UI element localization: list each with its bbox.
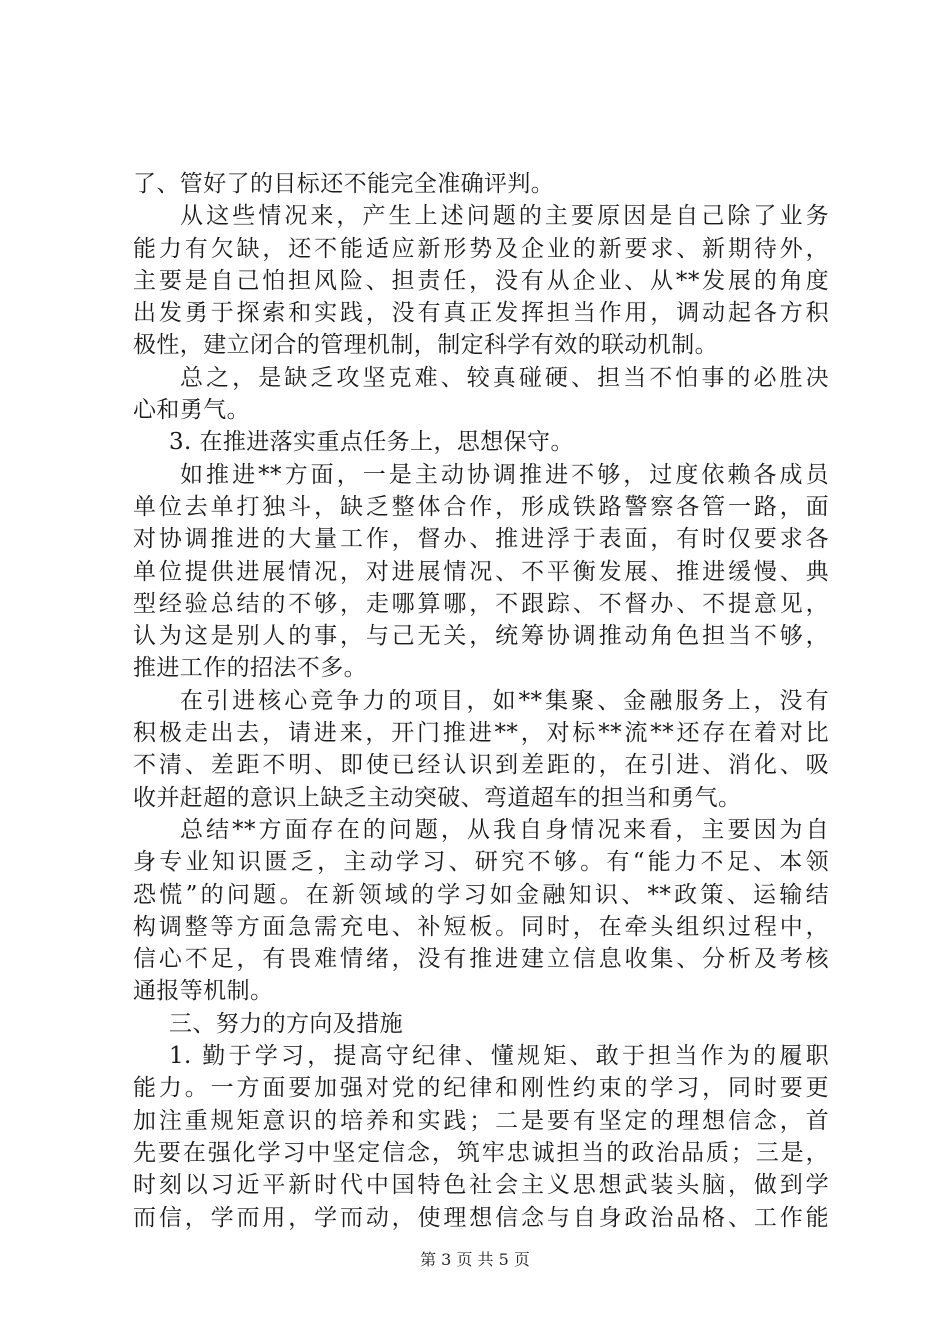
text-line: 时刻以习近平新时代中国特色社会主义思想武装头脑，做到学 <box>133 1172 829 1199</box>
text-line: 而信，学而用，学而动，使理想信念与自身政治品格、工作能 <box>133 1204 829 1231</box>
text-line: 先要在强化学习中坚定信念，筑牢忠诚担当的政治品质；三是， <box>133 1139 829 1166</box>
text-line: 型经验总结的不够，走哪算哪，不跟踪、不督办、不提意见， <box>133 590 829 617</box>
text-line: 单位去单打独斗，缺乏整体合作，形成铁路警察各管一路，面 <box>133 493 829 520</box>
text-line: 认为这是别人的事，与己无关，统筹协调推动角色担当不够， <box>133 623 829 650</box>
text-line: 能力有欠缺，还不能适应新形势及企业的新要求、新期待外， <box>133 235 829 262</box>
text-line: 收并赶超的意识上缺乏主动突破、弯道超车的担当和勇气。 <box>133 784 742 811</box>
text-line: 不清、差距不明、即使已经认识到差距的，在引进、消化、吸 <box>133 752 829 779</box>
text-line: 极性，建立闭合的管理机制，制定科学有效的联动机制。 <box>133 332 718 359</box>
document-body <box>133 168 829 1234</box>
text-line: 出发勇于探索和实践，没有真正发挥担当作用，调动起各方积 <box>133 300 829 327</box>
text-line: 心和勇气。 <box>133 397 250 424</box>
text-line: 恐慌”的问题。在新领域的学习如金融知识、**政策、运输结 <box>133 881 829 908</box>
section-heading: 三、努力的方向及措施 <box>169 1010 403 1037</box>
text-line: 加注重规矩意识的培养和实践；二是要有坚定的理想信念，首 <box>133 1107 829 1134</box>
text-line: 主要是自己怕担风险、担责任，没有从企业、从**发展的角度 <box>133 267 829 294</box>
text-line: 在引进核心竞争力的项目，如**集聚、金融服务上，没有 <box>180 687 829 714</box>
text-line: 对协调推进的大量工作，督办、推进浮于表面，有时仅要求各 <box>133 526 829 553</box>
text-line: 3. 在推进落实重点任务上，思想保守。 <box>169 429 574 456</box>
text-line: 了、管好了的目标还不能完全准确评判。 <box>133 171 555 197</box>
text-line: 1. 勤于学习，提高守纪律、懂规矩、敢于担当作为的履职 <box>169 1043 829 1070</box>
text-line: 从这些情况来，产生上述问题的主要原因是自己除了业务 <box>180 203 829 230</box>
text-line: 单位提供进展情况，对进展情况、不平衡发展、推进缓慢、典 <box>133 558 829 585</box>
text-line: 总结**方面存在的问题，从我自身情况来看，主要因为自 <box>180 816 829 843</box>
page-number-footer: 第 3 页 共 5 页 <box>420 1250 530 1269</box>
text-line: 推进工作的招法不多。 <box>133 655 367 682</box>
text-line: 身专业知识匮乏，主动学习、研究不够。有“能力不足、本领 <box>133 849 829 876</box>
text-line: 如推进**方面，一是主动协调推进不够，过度依赖各成员 <box>180 461 829 488</box>
text-line: 能力。一方面要加强对党的纪律和刚性约束的学习，同时要更 <box>133 1075 829 1102</box>
text-line: 总之，是缺乏攻坚克难、较真碰硬、担当不怕事的必胜决 <box>180 364 829 391</box>
text-line: 通报等机制。 <box>133 978 274 1005</box>
text-line: 构调整等方面急需充电、补短板。同时，在牵头组织过程中， <box>133 913 829 940</box>
text-line: 积极走出去，请进来，开门推进**，对标**流**还存在着对比 <box>133 720 829 747</box>
text-line: 信心不足，有畏难情绪，没有推进建立信息收集、分析及考核 <box>133 946 829 973</box>
